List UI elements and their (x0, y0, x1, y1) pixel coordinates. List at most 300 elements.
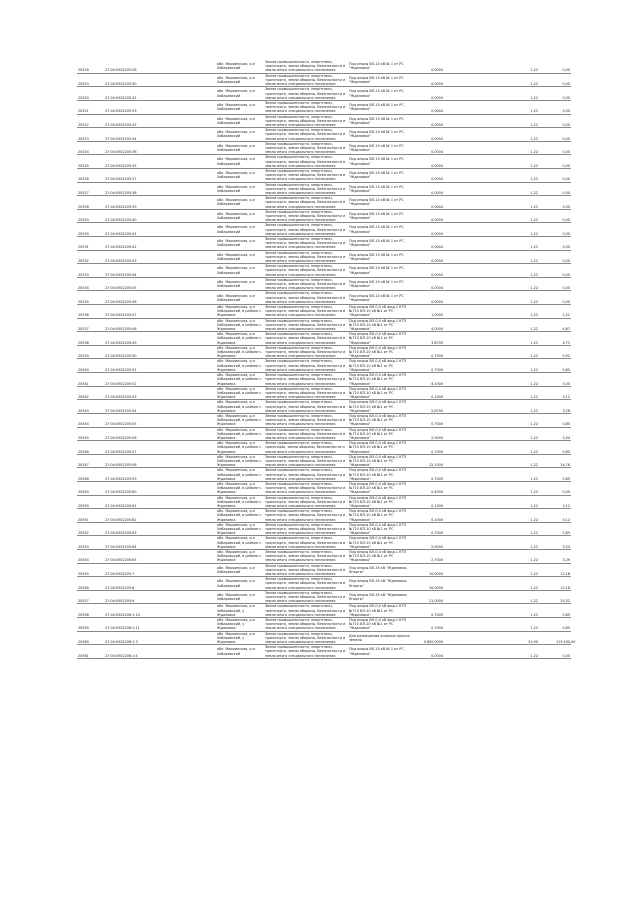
spacer (444, 291, 511, 305)
parcel-area: 0,7000 (414, 359, 444, 373)
parcel-area: 0,0004 (414, 250, 444, 264)
parcel-address: обл. Мариинская, р-н Хабаровский (216, 563, 264, 577)
spacer (444, 114, 511, 128)
permitted-use: Под опоры ВЛ-10 кВ № 1 от РС "Ждановка" (348, 141, 414, 155)
spacer (539, 536, 555, 550)
row-number: 20535 (77, 291, 104, 305)
land-category: Земли промышленности, энергетики, транспорта, земли обороны, безопасности и земли иного специального назначения (264, 590, 348, 604)
parcel-area: 0,7000 (414, 468, 444, 482)
land-category: Земли промышленности, энергетики, транспорта, земли обороны, безопасности и земли иного специального назначения (264, 413, 348, 427)
row-number: 20547 (77, 454, 104, 468)
row-number: 20553 (77, 536, 104, 550)
table-row (77, 100, 571, 114)
spacer (539, 345, 555, 359)
tax-sum: 5,00 (555, 373, 571, 387)
row-number: 20524 (77, 141, 104, 155)
tax-sum: 0,12 (555, 495, 571, 509)
spacer (444, 563, 511, 577)
table-row (77, 250, 571, 264)
spacer (444, 618, 511, 632)
parcel-address: обл. Мариинская, р-н Хабаровский (216, 577, 264, 591)
parcel-area: 21,0000 (414, 590, 444, 604)
spacer (444, 645, 511, 659)
parcel-area: 0,7000 (414, 618, 444, 632)
table-row (77, 590, 571, 604)
table-row (77, 264, 571, 278)
permitted-use: Под опоры ВЛ-0,4 кВ фид.1 КТП №710 ВЛ-10 кВ №1 от РС "Ждановка" (348, 604, 414, 618)
table-row (77, 618, 571, 632)
spacer (539, 332, 555, 346)
spacer (539, 264, 555, 278)
cadastral-number: 27:04:0502205:46 (104, 291, 216, 305)
land-category: Земли промышленности, энергетики, транспорта, земли обороны, безопасности и земли иного специального назначения (264, 250, 348, 264)
row-number: 20518 (77, 60, 104, 73)
cadastral-number: 27:04:0502205:8 (104, 577, 216, 591)
land-category: Земли промышленности, энергетики, транспорта, земли обороны, безопасности и земли иного специального назначения (264, 141, 348, 155)
spacer (444, 577, 511, 591)
tax-sum: 1,22 (555, 305, 571, 319)
permitted-use: Под опоры ВЛ-0,4 кВ фид.1 КТП №710 ВЛ-10 кВ №1 от РС "Ждановка" (348, 400, 414, 414)
spacer (444, 305, 511, 319)
tax-rate: 1,22 (511, 87, 539, 101)
table-row (77, 373, 571, 387)
spacer (539, 209, 555, 223)
parcel-area: 0,7000 (414, 413, 444, 427)
spacer (444, 481, 511, 495)
tax-rate: 1,22 (511, 196, 539, 210)
cadastral-number: 27:04:0502206:1:11 (104, 618, 216, 632)
cadastral-number: 27:04:0502205:50 (104, 345, 216, 359)
cadastral-number: 27:04:0502205:37 (104, 168, 216, 182)
permitted-use: Под опоры ВЛ-10 кВ № 1 от РС "Ждановка" (348, 100, 414, 114)
row-number: 20557 (77, 590, 104, 604)
land-category: Земли промышленности, энергетики, транспорта, земли обороны, безопасности и земли иного специального назначения (264, 87, 348, 101)
table-row (77, 291, 571, 305)
parcel-address: обл. Мариинская, р-н Хабаровский, в районе с. Ждановка (217, 454, 263, 468)
parcel-area: 0,0004 (414, 182, 444, 196)
parcel-address: обл. Мариинская, р-н Хабаровский, в районе с. Ждановка (217, 400, 263, 413)
permitted-use: Под опоры ВЛ-0,4 кВ фид.1 КТП №710 ВЛ-10 кВ №1 от РС "Ждановка" (348, 536, 414, 550)
spacer (444, 209, 511, 223)
spacer (539, 373, 555, 387)
spacer (444, 468, 511, 482)
tax-sum: 0,85 (555, 441, 571, 455)
tax-sum: 3,29 (555, 550, 571, 564)
table-row (77, 318, 571, 332)
cadastral-number: 27:04:0502205:43 (104, 250, 216, 264)
spacer (444, 277, 511, 291)
tax-rate: 1,22 (511, 345, 539, 359)
row-number: 20552 (77, 522, 104, 536)
parcel-address: обл. Мариинская, р-н Хабаровский (216, 155, 264, 169)
land-category: Земли промышленности, энергетики, транспорта, земли обороны, безопасности и земли иного специального назначения (264, 618, 348, 632)
land-category: Земли промышленности, энергетики, транспорта, земли обороны, безопасности и земли иного специального назначения (264, 427, 348, 441)
cadastral-number: 27:04:0502205:38 (104, 182, 216, 196)
parcel-address: обл. Мариинская, р-н Хабаровский (216, 87, 264, 101)
tax-sum: 0,00 (555, 155, 571, 169)
row-number: 20548 (77, 468, 104, 482)
permitted-use: Под опоры ВЛ-10 кВ № 1 от РС "Ждановка" (348, 73, 414, 87)
land-category: Земли промышленности, энергетики, транспорта, земли обороны, безопасности и земли иного специального назначения (264, 604, 348, 618)
cadastral-number: 27:04:0502206:1:4 (104, 645, 216, 659)
parcel-address: обл. Мариинская, р-н Хабаровский (216, 196, 264, 210)
spacer (539, 522, 555, 536)
permitted-use: Под опоры ВЛ-0,4 кВ фид.1 КТП №710 ВЛ-10 кВ №1 от РС "Ждановка" (348, 618, 414, 632)
register-body (77, 60, 576, 658)
parcel-address: обл. Мариинская, р-н Хабаровский, в районе с. Ждановка (217, 509, 263, 522)
tax-rate: 1,22 (511, 509, 539, 523)
parcel-area: 0,1000 (414, 386, 444, 400)
parcel-address: обл. Мариинская, р-н Хабаровский, в районе с. Ждановка (217, 495, 263, 508)
row-number: 20531 (77, 237, 104, 251)
table-row (77, 60, 571, 73)
spacer (444, 495, 511, 509)
parcel-address: обл. Мариинская, р-н Хабаровский (216, 223, 264, 237)
permitted-use: Под опоры ВЛ-10 кВ № 1 от РС "Ждановка" (348, 250, 414, 264)
cadastral-number: 27:04:0502205:63 (104, 522, 216, 536)
tax-rate: 1,22 (511, 427, 539, 441)
parcel-address: обл. Мариинская, р-н Хабаровский, в районе с. Ждановка (217, 332, 263, 345)
parcel-address: обл. Мариинская, р-н Хабаровский, в районе с. Ждановка (217, 536, 263, 549)
spacer (539, 468, 555, 482)
permitted-use: Под опоры ВЛ-10 кВ № 1 от РС "Ждановка" (348, 291, 414, 305)
table-row (77, 441, 571, 455)
table-row (77, 332, 571, 346)
permitted-use: Под опоры ВЛ-0,4 кВ фид.1 КТП №710 ВЛ-10 кВ №1 от РС "Ждановка" (348, 373, 414, 387)
tax-sum: 14,76 (555, 454, 571, 468)
table-row (77, 427, 571, 441)
table-row (77, 386, 571, 400)
cadastral-number: 27:04:0502205:28 (104, 60, 216, 73)
permitted-use: Под опоры ВЛ-10 кВ № 1 от РС "Ждановка" (348, 645, 414, 659)
row-number: 20560 (77, 631, 104, 645)
register-sheet (77, 60, 576, 659)
permitted-use: Под опоры ВЛ-0,4 кВ фид.1 КТП №710 ВЛ-10 кВ №1 от РС "Ждановка" (348, 481, 414, 495)
spacer (444, 168, 511, 182)
cadastral-number: 27:04:0502205:44 (104, 264, 216, 278)
spacer (444, 509, 511, 523)
spacer (444, 237, 511, 251)
table-row (77, 631, 571, 645)
spacer (444, 332, 511, 346)
spacer (539, 73, 555, 87)
cadastral-number: 27:04:0502205:30 (104, 73, 216, 87)
row-number: 20558 (77, 604, 104, 618)
parcel-address: обл. Мариинская, р-н Хабаровский, в районе с. Ждановка (217, 550, 263, 563)
cadastral-number: 27:04:0502205:53 (104, 386, 216, 400)
permitted-use: Под опоры ВЛ-10 кВ № 1 от РС "Ждановка" (348, 60, 414, 73)
tax-rate: 1,22 (511, 645, 539, 659)
row-number: 20534 (77, 277, 104, 291)
spacer (539, 250, 555, 264)
permitted-use: Под опоры ВЛ-35 кВ "Ждановка-Япорты" (348, 577, 414, 591)
table-row (77, 413, 571, 427)
permitted-use: Под опоры ВЛ-10 кВ № 1 от РС "Ждановка" (348, 237, 414, 251)
tax-rate: 1,22 (511, 305, 539, 319)
cadastral-number: 27:04:0502205:52 (104, 373, 216, 387)
tax-rate: 1,22 (511, 141, 539, 155)
table-row (77, 604, 571, 618)
row-number: 20538 (77, 332, 104, 346)
parcel-area: 2,9000 (414, 536, 444, 550)
row-number: 20561 (77, 645, 104, 659)
parcel-address: обл. Мариинская, р-н Хабаровский (216, 60, 264, 73)
table-row (77, 495, 571, 509)
table-row (77, 536, 571, 550)
tax-rate: 1,22 (511, 332, 539, 346)
spacer (444, 590, 511, 604)
land-category: Земли промышленности, энергетики, транспорта, земли обороны, безопасности и земли иного специального назначения (264, 345, 348, 359)
land-category: Земли промышленности, энергетики, транспорта, земли обороны, безопасности и земли иного специального назначения (264, 495, 348, 509)
land-category: Земли промышленности, энергетики, транспорта, земли обороны, безопасности и земли иного специального назначения (264, 386, 348, 400)
row-number: 20543 (77, 400, 104, 414)
spacer (539, 454, 555, 468)
tax-sum: 0,00 (555, 291, 571, 305)
tax-sum: 0,85 (555, 604, 571, 618)
tax-rate: 1,22 (511, 481, 539, 495)
parcel-address: обл. Мариинская, р-н Хабаровский, в районе с. Ждановка (217, 359, 263, 372)
permitted-use: Под опоры ВЛ-0,4 кВ фид.1 КТП №710 ВЛ-10 кВ №1 от РС "Ждановка" (348, 522, 414, 536)
parcel-area: 4 800,0000 (414, 631, 444, 645)
cadastral-number: 27:04:0502205:9 (104, 590, 216, 604)
spacer (444, 550, 511, 564)
table-row (77, 182, 571, 196)
tax-rate: 1,22 (511, 536, 539, 550)
spacer (539, 618, 555, 632)
cadastral-number: 27:04:0502205:36 (104, 141, 216, 155)
tax-rate: 1,22 (511, 237, 539, 251)
parcel-address: обл. Мариинская, р-н Хабаровский (216, 209, 264, 223)
tax-sum: 0,85 (555, 468, 571, 482)
parcel-area: 0,0004 (414, 264, 444, 278)
table-row (77, 522, 571, 536)
spacer (444, 196, 511, 210)
parcel-area: 0,0004 (414, 237, 444, 251)
tax-rate: 1,22 (511, 359, 539, 373)
parcel-address: обл. Мариинская, р-н Хабаровский, у Ждановка (216, 618, 264, 632)
land-category: Земли промышленности, энергетики, транспорта, земли обороны, безопасности и земли иного специального назначения (264, 60, 348, 73)
cadastral-number: 27:04:0502205:57 (104, 441, 216, 455)
tax-sum: 0,85 (555, 413, 571, 427)
tax-sum: 0,00 (555, 100, 571, 114)
tax-rate: 1,22 (511, 318, 539, 332)
spacer (444, 264, 511, 278)
spacer (444, 250, 511, 264)
tax-sum: 0,00 (555, 645, 571, 659)
land-category: Земли промышленности, энергетики, транспорта, земли обороны, безопасности и земли иного специального назначения (264, 237, 348, 251)
parcel-area: 0,0004 (414, 60, 444, 73)
permitted-use: Под опоры ВЛ-0,4 кВ фид.1 КТП №710 ВЛ-10 кВ №1 от РС "Ждановка" (348, 345, 414, 359)
spacer (539, 645, 555, 659)
parcel-address: обл. Мариинская, р-н Хабаровский, в районе с. Ждановка (217, 441, 263, 454)
table-row (77, 359, 571, 373)
parcel-area: 0,0004 (414, 168, 444, 182)
table-row (77, 645, 571, 659)
table-row (77, 87, 571, 101)
row-number: 20550 (77, 495, 104, 509)
spacer (444, 318, 511, 332)
land-category: Земли промышленности, энергетики, транспорта, земли обороны, безопасности и земли иного специального назначения (264, 550, 348, 564)
parcel-area: 0,0004 (414, 291, 444, 305)
parcel-area: 0,0004 (414, 223, 444, 237)
parcel-area: 2,6700 (414, 400, 444, 414)
tax-rate: 1,22 (511, 495, 539, 509)
tax-sum: 0,00 (555, 277, 571, 291)
spacer (539, 400, 555, 414)
tax-rate: 1,22 (511, 441, 539, 455)
spacer (539, 590, 555, 604)
table-row (77, 481, 571, 495)
spacer (539, 196, 555, 210)
spacer (539, 141, 555, 155)
cadastral-number: 27:04:0502205:62 (104, 509, 216, 523)
land-category: Земли промышленности, энергетики, транспорта, земли обороны, безопасности и земли иного специального назначения (264, 468, 348, 482)
permitted-use: Под опоры ВЛ-0,4 кВ фид.1 КТП №710 ВЛ-10 кВ №1 от РС "Ждановка" (348, 509, 414, 523)
cadastral-number: 27:04:0502205:65 (104, 550, 216, 564)
spacer (444, 631, 511, 645)
row-number: 20526 (77, 168, 104, 182)
parcel-address: обл. Мариинская, р-н Хабаровский (216, 168, 264, 182)
land-category: Земли промышленности, энергетики, транспорта, земли обороны, безопасности и земли иного специального назначения (264, 196, 348, 210)
tax-sum: 0,00 (555, 168, 571, 182)
spacer (539, 87, 555, 101)
tax-rate: 1,22 (511, 618, 539, 632)
tax-rate: 1,22 (511, 155, 539, 169)
parcel-address: обл. Мариинская, р-н Хабаровский (216, 128, 264, 142)
parcel-address: обл. Мариинская, р-н Хабаровский (216, 141, 264, 155)
parcel-area: 0,7000 (414, 604, 444, 618)
parcel-area: 0,0004 (414, 209, 444, 223)
tax-sum: 0,00 (555, 128, 571, 142)
cadastral-number: 27:04:0502205:35 (104, 114, 216, 128)
spacer (539, 550, 555, 564)
parcel-area: 0,0004 (414, 196, 444, 210)
tax-sum: 0,85 (555, 522, 571, 536)
permitted-use: Под опоры ВЛ-0,4 кВ фид.1 КТП №710 ВЛ-10 кВ №1 от РС "Ждановка" (348, 454, 414, 468)
cadastral-number: 27:04:0502205:54 (104, 400, 216, 414)
spacer (444, 87, 511, 101)
table-row (77, 128, 571, 142)
parcel-area: 0,0004 (414, 155, 444, 169)
parcel-area: 3,8700 (414, 332, 444, 346)
tax-rate: 1,22 (511, 373, 539, 387)
land-category: Земли промышленности, энергетики, транспорта, земли обороны, безопасности и земли иного специального назначения (264, 305, 348, 319)
row-number: 20529 (77, 209, 104, 223)
table-row (77, 237, 571, 251)
cadastral-number: 27:04:0502205:42 (104, 237, 216, 251)
spacer (539, 495, 555, 509)
land-category: Земли промышленности, энергетики, транспорта, земли обороны, безопасности и земли иного специального назначения (264, 168, 348, 182)
cadastral-number: 27:04:0502205:61 (104, 495, 216, 509)
tax-rate: 1,22 (511, 250, 539, 264)
parcel-address: обл. Мариинская, р-н Хабаровский, в районе с. Ждановка (217, 522, 263, 536)
spacer (444, 400, 511, 414)
cadastral-number: 27:04:0502205:34 (104, 128, 216, 142)
permitted-use: Под опоры ВЛ-10 кВ № 1 от РС "Ждановка" (348, 114, 414, 128)
spacer (539, 441, 555, 455)
table-row (77, 468, 571, 482)
permitted-use: Под опоры ВЛ-10 кВ № 1 от РС "Ждановка" (348, 128, 414, 142)
parcel-address: обл. Мариинская, р-н Хабаровский, в районе с. Ждановка (217, 305, 263, 318)
land-category: Земли промышленности, энергетики, транспорта, земли обороны, безопасности и земли иного специального назначения (264, 522, 348, 536)
spacer (444, 128, 511, 142)
row-number: 20520 (77, 87, 104, 101)
land-category: Земли промышленности, энергетики, транспорта, земли обороны, безопасности и земли иного специального назначения (264, 73, 348, 87)
spacer (539, 359, 555, 373)
parcel-area: 0,0004 (414, 645, 444, 659)
tax-rate: 1,22 (511, 277, 539, 291)
tax-sum: 3,26 (555, 400, 571, 414)
spacer (444, 536, 511, 550)
permitted-use: Под опоры ВЛ-0,4 кВ фид.1 КТП №710 ВЛ-10 кВ №1 от РС "Ждановка" (348, 427, 414, 441)
parcel-area: 0,1000 (414, 509, 444, 523)
parcel-address: обл. Мариинская, р-н Хабаровский, в районе с. Ждановка (217, 373, 263, 386)
cadastral-number: 27:04:0502205:39 (104, 196, 216, 210)
tax-sum: 0,12 (555, 509, 571, 523)
spacer (444, 413, 511, 427)
cadastral-number: 27:04:0502205:59 (104, 468, 216, 482)
permitted-use: Под опоры ВЛ-35 кВ "Ждановка-Япорты" (348, 590, 414, 604)
table-row (77, 454, 571, 468)
parcel-address: обл. Мариинская, р-н Хабаровский, в районе с. Ждановка (217, 386, 263, 400)
spacer (444, 100, 511, 114)
tax-sum: 0,00 (555, 141, 571, 155)
parcel-area: 0,0004 (414, 128, 444, 142)
tax-rate: 1,22 (511, 577, 539, 591)
tax-rate: 1,22 (511, 73, 539, 87)
tax-sum: 0,12 (555, 386, 571, 400)
spacer (539, 305, 555, 319)
parcel-address: обл. Мариинская, р-н Хабаровский, в районе с. Ждановка (217, 481, 263, 495)
land-category: Земли промышленности, энергетики, транспорта, земли обороны, безопасности и земли иного специального назначения (264, 114, 348, 128)
permitted-use: Под опоры ВЛ-10 кВ № 1 от РС "Ждановка" (348, 182, 414, 196)
parcel-area: 2,9000 (414, 427, 444, 441)
spacer (444, 454, 511, 468)
table-row (77, 209, 571, 223)
table-row (77, 196, 571, 210)
parcel-area: 10,0000 (414, 563, 444, 577)
cadastral-number: 27:04:0502205:48 (104, 318, 216, 332)
parcel-area: 2,7000 (414, 550, 444, 564)
spacer (539, 577, 555, 591)
tax-sum: 0,00 (555, 87, 571, 101)
row-number: 20549 (77, 481, 104, 495)
parcel-address: обл. Мариинская, р-н Хабаровский, у Ждановка (216, 604, 264, 618)
table-row (77, 509, 571, 523)
land-category: Земли промышленности, энергетики, транспорта, земли обороны, безопасности и земли иного специального назначения (264, 645, 348, 659)
tax-rate: 1,22 (511, 100, 539, 114)
tax-sum: 0,00 (555, 223, 571, 237)
spacer (539, 509, 555, 523)
table-row (77, 577, 571, 591)
permitted-use: Под опоры ВЛ-35 кВ "Ждановка-Япорты" (348, 563, 414, 577)
tax-sum: 0,00 (555, 182, 571, 196)
row-number: 20545 (77, 427, 104, 441)
spacer (539, 182, 555, 196)
tax-sum: 12,18 (555, 563, 571, 577)
permitted-use: Под опоры ВЛ-10 кВ № 1 от РС "Ждановка" (348, 264, 414, 278)
land-category: Земли промышленности, энергетики, транспорта, земли обороны, безопасности и земли иного специального назначения (264, 264, 348, 278)
tax-rate: 24,90 (511, 631, 539, 645)
tax-rate: 1,22 (511, 522, 539, 536)
tax-rate: 1,22 (511, 209, 539, 223)
cadastral-number: 27:04:0502205:40 (104, 209, 216, 223)
tax-sum: 119 400,00 (555, 631, 571, 645)
tax-sum: 12,18 (555, 577, 571, 591)
cadastral-number: 27:04:0502205:45 (104, 277, 216, 291)
tax-sum: 0,00 (555, 237, 571, 251)
permitted-use: Под опоры ВЛ-0,4 кВ фид.1 КТП №710 ВЛ-10 кВ №1 от РС "Ждановка" (348, 332, 414, 346)
